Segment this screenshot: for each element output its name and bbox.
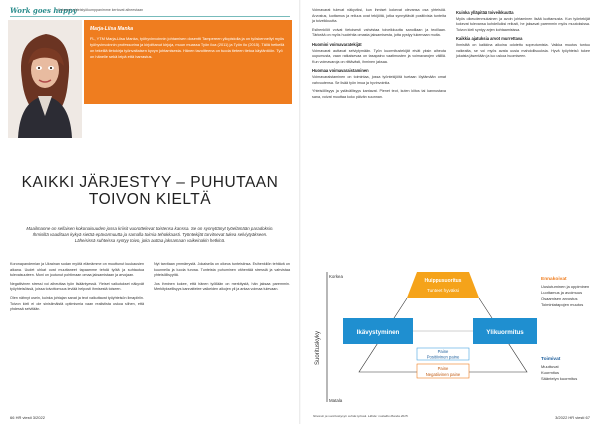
positive-pressure-label: Positiivinen paine	[426, 354, 460, 360]
overload-label: Ylikuormitus	[486, 329, 524, 336]
author-bio-text: FL, YTM Marja-Liisa Manka, työhyvinvoinnin johtamisen dosentti Tampereen yliopistolla ja on työskennellyt myös työhyvinvoinnin professorina ja kirjoittanut kirjoja, muun muassa Työn iloa (2011) ja Työn ilo (2015). Tällä hetkellä on tekeillä tietokirja työnvaltaisen kyvyn johtamisesta. Hänen tavoitteena on tuoda tieteen tietoa käytäntöön. Työ on hänelle sekä leipä että harrastus.	[90, 36, 285, 60]
publication-name: 3/2022 HR viesti	[555, 415, 585, 420]
paragraph: Ihmisiltä on kaikkina aikoina odotettu sopeutumista. Vaikka muutos tuntuu vaikealta, se voi myös avata uusia mahdollisuuksia. Hyvä työyhteisö tukee jokaista jäsentään ja luo uskoa huomiseen.	[456, 43, 590, 59]
figure-caption: Stressin ja suorituskyvyn suhde työssä. Lähde: mukailtu Manka 2015.	[313, 414, 409, 418]
right-column-2	[456, 8, 590, 63]
demand-item: Sääntelyn kuormitus	[541, 376, 578, 381]
paragraph: Voimavarat auttavat selviytymään. Työn kuormitustekijät eivät yksin aiheuta uupumusta, vaan ratkaisevaa on tasapaino vaatimusten ja voimavarojen välillä. Kun voimavaroja on riittävästi, ihminen jaksaa.	[312, 48, 446, 64]
demands-title: Toimivat	[541, 357, 561, 362]
article-lead: Maailmanne on sellaisen kokonaisuuden jossa kriisit vuorottelevat toistensa kanssa. Se on synnyttänyt työelämään paradoksin. Ihmisiltä vaaditaan kykyä sietää epävarmuutta ja samalla toimia tehokkaasti. Työntekijät tarvitsevat tukea selviytyäkseen. Läheisissä suhteissa syntyy toivo, joka auttaa jaksamaan vaikeinakin hetkinä.	[26, 226, 274, 244]
author-name: Marja-Liisa Manka	[90, 26, 134, 32]
paragraph: Yhteisöllisyys ja ystävällisyys kantavat. Pienet teot, kuten kiitos tai kannustava sana, voivat muuttaa koko päivän suunnan.	[312, 89, 446, 99]
demand-item: Muuttuvat	[541, 364, 559, 369]
tagline: Kolumni: yhteistyökumppanimme kertovat aiheestaan	[58, 8, 144, 12]
resource-item: Osaamisen arvostus	[541, 296, 578, 301]
stress-performance-diagram	[313, 268, 591, 414]
left-footer	[10, 415, 45, 420]
peak-sublabel: Tunteet hyväksi	[426, 288, 460, 293]
paragraph: Olen nähnyt usein, kuinka johtajan sanat ja teot vaikuttavat työyhteisön ilmapiiriin. Toivon kieli ei ole sinisilmäistä optimismia vaan realistista uskoa siihen, että yhdessä selvitään.	[10, 295, 144, 312]
brand-logo: Work goes happy	[10, 6, 77, 15]
paragraph: Negatiivinen stressi voi aiheuttaa työn lisääntyessä. Yleiset vaikutukset näkyvät työyhteisöissä, joissa toivottomuus leviää helposti ihmisestä toiseen.	[10, 281, 144, 292]
left-column-2	[154, 262, 290, 296]
paragraph: Jos ihminen kokee, että hänen työllään on merkitystä, hän jaksaa paremmin. Merkityksellisyys kannattelee vaikeiden aikojen yli ja antaa voimaa tulevaan.	[154, 281, 290, 292]
left-column-1	[10, 262, 144, 316]
subheading: Huomaa voimavaraistaminen	[312, 68, 369, 74]
right-column-1	[312, 8, 446, 103]
right-footer	[555, 415, 590, 420]
paragraph: Esihenkilöt voivat tietoisesti vahvistaa toiveikkuutta sanoillaan ja teoillaan. Tärkeää on myös huolehtia omasta jaksamisesta, jotta pystyy tukemaan muita.	[312, 27, 446, 38]
publication-name: HR viesti 3/2022	[15, 415, 45, 420]
top-rule	[10, 16, 290, 17]
y-low-label: Matala	[329, 398, 343, 403]
author-photo	[8, 20, 82, 138]
paragraph: Nyt tarvitaan ymmärrystä. Jokaisella on oikeus tunteisiinsa. Esihenkilön tehtävä on kuunnella ja luoda turvaa. Tunteista puhuminen vähentää stressiä ja vahvistaa yhteisöllisyyttä.	[154, 262, 290, 278]
paragraph: Voimavaraistaminen on toimintaa, jossa työntekijöitä tuetaan löytämään omat vahvuutensa. Se lisää työn imua ja hyvinvointia.	[312, 75, 446, 85]
subheading: Huomioi voimavaratekijät	[312, 41, 362, 47]
negative-pressure-title: Paine	[437, 366, 449, 371]
paragraph: Koronapandemian ja Ukrainan sodan myötä elämämme on muuttunut kuukausien aikana. Uudet uhkat ovat muuttaneet tapaamme tehdä työtä ja suhtautua tulevaisuuteen. Moni on joutunut pohtimaan omaa jaksamistaan ja arvojaan.	[10, 262, 144, 278]
y-axis-label: Suorituskyky	[315, 330, 321, 366]
peak-label: Huippusuoritus	[424, 278, 462, 284]
resource-item: Luottamus ja avoimuus	[541, 290, 583, 295]
resource-item: Toimintatapojen muutos	[541, 302, 584, 307]
author-bio-box	[84, 20, 292, 104]
paragraph: Voimavarat tulevat näkyviksi, kun ihmiset kokevat olevansa osa yhteisöä. Arvostus, luottamus ja reiluus ovat tekijöitä, jotka synnyttävät positiivisia tunteita ja toiveikkuutta.	[312, 8, 446, 24]
paragraph: Myös oikeudenmukainen ja avoin johtaminen lisää luottamusta. Kun työntekijät kokevat tulevansa kohdelluiksi reilusti, he jaksavat paremmin myös muutoksissa. Toivon kieli syntyy arjen kohtaamisissa.	[456, 16, 590, 33]
subheading: Kuinka ylläpitää toiveikkuutta	[456, 10, 514, 15]
negative-pressure-label: Negatiivinen paine	[425, 372, 461, 377]
resource-item: Uusiutuminen ja oppiminen	[541, 284, 590, 289]
page-number: 66	[10, 415, 15, 420]
resources-title: Ennakoivat	[541, 277, 567, 282]
y-high-label: Korkea	[329, 274, 343, 279]
subheading: Kaikkia ajatuksia arvot murrettava	[456, 36, 523, 42]
demand-item: Kuormitus	[541, 370, 560, 375]
peak-block	[407, 272, 479, 298]
boredom-label: Ikävystyminen	[356, 329, 400, 336]
page-number: 67	[585, 415, 590, 420]
article-headline: KAIKKI JÄRJESTYY – PUHUTAAN TOIVON KIELTÄ	[21, 174, 279, 208]
positive-pressure-title: Paine	[437, 349, 449, 354]
